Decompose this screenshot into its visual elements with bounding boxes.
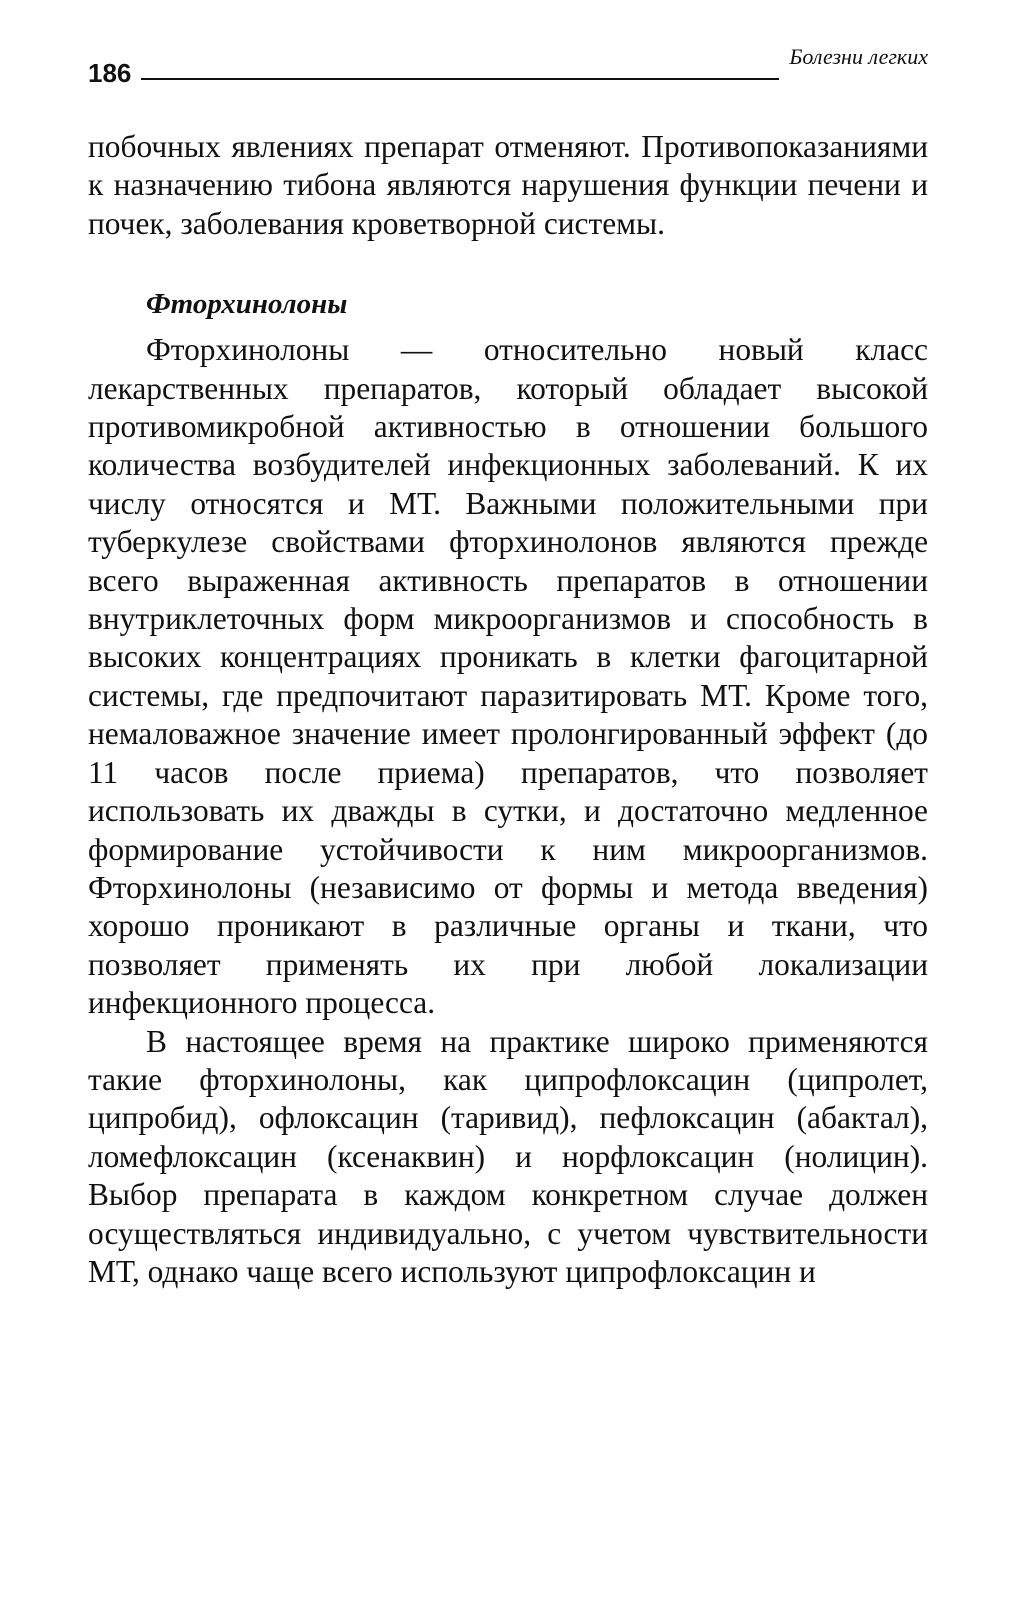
body-paragraph-2: В настоящее время на практике широко применяются такие фторхинолоны, как ципрофлоксацин (ципролет, ципробид), офлоксацин (таривид), пефлоксацин (абактал), ломефлоксацин (ксенаквин) и норфлоксацин (нолицин). Выбор препарата в каждом конкретном случае должен осуществляться индивидуально, с учетом чувствительности МТ, однако чаще всего используют ципрофлоксацин и [88, 1023, 928, 1289]
running-section-title: Болезни легких [789, 44, 928, 69]
header-rule [141, 78, 779, 80]
page-number: 186 [88, 58, 132, 88]
body-paragraph-1: Фторхинолоны — относительно новый класс лекарственных препаратов, который обладает высокой противомикробной активностью в отношении большого количества возбудителей инфекционных заболеваний. К их числу относятся и МТ. Важными положительными при туберкулезе свойствами фторхинолонов являются прежде всего выраженная активность препаратов в отношении внутриклеточных форм микроорганизмов и способность в высоких концентрациях проникать в клетки фагоцитарной системы, где предпочитают паразитировать МТ. Кроме того, немаловажное значение имеет пролонгированный эффект (до 11 часов после приема) препаратов, что позволяет использовать их дважды в сутки, и достаточно медленное формирование устойчивости к ним микроорганизмов. Фторхинолоны (независимо от формы и метода введения) хорошо проникают в различные органы и ткани, что позволяет применять их при любой локализации инфекционного процесса. [88, 332, 928, 1021]
running-header [88, 40, 928, 88]
book-page [88, 40, 928, 1291]
section-subheading: Фторхинолоны [146, 288, 348, 321]
intro-paragraph: побочных явлениях препарат отменяют. Противопоказаниями к назначению тибона являются нарушения функции печени и почек, заболевания кроветворной системы. [88, 129, 928, 241]
